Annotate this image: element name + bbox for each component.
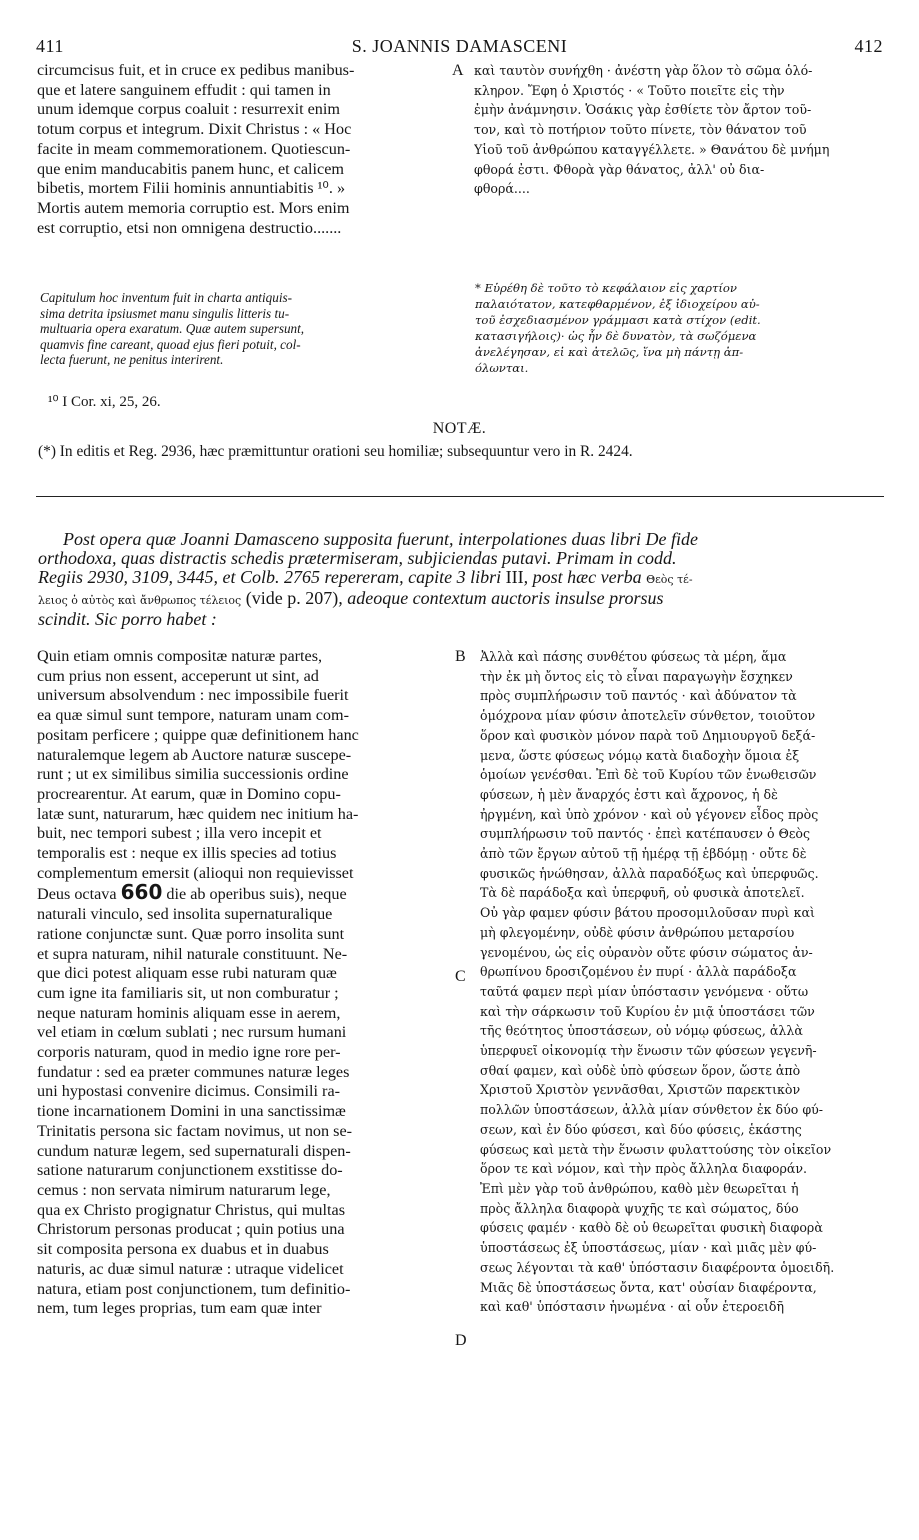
greek-line: συμπλήρωσιν τοῦ παντός · ἐπεὶ κατέπαυσεν ὁ Θεὸς — [480, 826, 811, 842]
margin-letter-a: A — [452, 62, 464, 79]
latin-line: ea quæ simul sunt tempore, naturam unam com- — [37, 706, 349, 725]
greek-line: ὅρον καὶ φυσικὸν μόνον παρὰ τοῦ Δημιουργοῦ δεξά- — [480, 727, 816, 743]
intro-ref: (vide p. 207) — [241, 589, 339, 608]
note-line: παλαιότατον, κατεφθαρμένον, ἐξ ἰδιοχείρου αὐ- — [475, 297, 760, 311]
notae-heading: NOTÆ. — [432, 420, 487, 437]
intro-line: Post opera quæ Joanni Damasceno supposita fuerunt, interpolationes duas libri De fide — [63, 530, 698, 549]
top-note-latin — [40, 290, 450, 368]
latin-line: Christorum personas producat ; quin potius una — [37, 1220, 345, 1239]
note-line: quamvis fine careant, quoad ejus fieri potuit, col- — [40, 336, 301, 352]
latin-line: vel etiam in cœlum sublati ; nec rursum humani — [37, 1023, 347, 1042]
latin-line: temporalis est : neque ex illis species ad totius — [37, 844, 337, 863]
greek-line: καὶ ταυτὸν συνήχθη · ἀνέστη γὰρ ὅλον τὸ σῶμα ὁλό- — [474, 63, 813, 78]
greek-line: σθαί φαμεν, καὶ οὐδὲ ὑπὸ φύσεων ὅρον, ὥστε ἀπὸ — [480, 1062, 801, 1078]
top-latin-column — [37, 61, 452, 238]
greek-line: μὴ φλεγομένην, οὐδὲ φύσιν ἀνθρώπου μεταρσίου — [480, 924, 795, 940]
latin-line: corporis naturam, quod in medio igne rore per- — [37, 1043, 341, 1062]
greek-line: Χριστοῦ Χριστὸν γεννᾶσθαι, Χριστῶν παρεκτικὸν — [480, 1082, 801, 1098]
main-latin-column — [37, 647, 453, 1319]
left-page-number: 411 — [36, 36, 64, 56]
greek-line: φύσεως καὶ μετὰ τὴν ἕνωσιν φυλαττούσης τὸν οἰκεῖον — [480, 1141, 832, 1157]
greek-line: ἠργμένη, καὶ ὑπὸ χρόνον · καὶ οὐ γέγονεν εἶδος πρὸς — [480, 806, 819, 822]
intro-text: , post hæc verba — [523, 568, 647, 587]
greek-line: φύσεις φαμέν · καθὸ δὲ οὐ θεωρεῖται φυσικὴ διαφορὰ — [480, 1220, 823, 1236]
intro-line — [38, 589, 888, 610]
note-line: κατασιγήλοις)· ὡς ἦν δὲ δυνατὸν, τὰ σωζόμενα — [475, 329, 757, 343]
latin-line: neque naturam hominis aliquam esse in aerem, — [37, 1003, 341, 1022]
running-title: S. JOANNIS DAMASCENI — [351, 36, 568, 56]
intro-paragraph — [38, 530, 888, 629]
greek-line: Υἱοῦ τοῦ ἀνθρώπου καταγγέλλετε. » Θανάτου δὲ μνήμη — [474, 141, 830, 157]
greek-line: φύσεων, ἡ μὲν ἄναρχός ἐστι καὶ ἄχρονος, ἡ δὲ — [480, 786, 778, 802]
latin-line: procrearentur. At earum, quæ in Domino copu- — [37, 784, 341, 803]
greek-line: κληρον. Ἔφη ὁ Χριστός · « Τοῦτο ποιεῖτε εἰς τὴν — [474, 82, 785, 98]
greek-line: Ἀλλὰ καὶ πάσης συνθέτου φύσεως τὰ μέρη, ἅμα — [480, 649, 787, 664]
latin-line: complementum emersit (alioqui non requievisset — [37, 863, 354, 882]
latin-line: nem, tum leges proprias, tum eam quæ inter — [37, 1299, 322, 1318]
latin-line: facite in meam commemorationem. Quotiescun- — [37, 139, 351, 158]
latin-line: ratione conjunctæ sunt. Quæ porro insolita sunt — [37, 924, 345, 943]
latin-line: cemus : non servata nimirum naturarum lege, — [37, 1180, 331, 1199]
note-line: multuaria opera exaratum. Quæ autem supersunt, — [40, 321, 305, 336]
column-number-marker: 660 — [120, 883, 163, 905]
latin-line: naturalemque legem ab Auctore naturæ suscepe- — [37, 745, 352, 764]
greek-line: πολλῶν ὑποστάσεων, ἀλλὰ μίαν σύνθετον ἐκ δύο φύ- — [480, 1102, 824, 1118]
greek-line: τῆς θεότητος ὑποστάσεων, οὐ νόμῳ φύσεως, ἀλλὰ — [480, 1023, 803, 1039]
latin-line: uni hypostasi convenire dicimus. Consimili ra- — [37, 1082, 341, 1101]
latin-line: runt ; ut ex similibus similia successionis ordine — [37, 765, 349, 784]
greek-line: καὶ καθ' ὑπόστασιν ἡνωμένα · αἱ οὖν ἑτεροειδῆ — [480, 1299, 785, 1315]
greek-line: πρὸς συμπλήρωσιν τοῦ παντός · καὶ ἀδύνατον τὰ — [480, 688, 797, 704]
latin-line: Mortis autem memoria corruptio est. Mors enim — [37, 198, 350, 217]
intro-line: scindit. Sic porro habet : — [38, 610, 217, 629]
note-line: * Εὑρέθη δὲ τοῦτο τὸ κεφάλαιον εἰς χαρτίον — [475, 281, 737, 295]
top-greek-column — [474, 61, 882, 199]
latin-line: qua ex Christo progignatur Christus, qui multas — [37, 1200, 345, 1219]
latin-line: que dici potest aliquam esse rubi naturam quæ — [37, 964, 337, 983]
greek-line: Οὐ γὰρ φαμεν φύσιν βάτου προσομιλοῦσαν πυρὶ καὶ — [480, 905, 815, 921]
greek-line: πρὸς ἄλληλα διαφορὰ ψυχῆς τε καὶ σώματος, δύο — [480, 1200, 799, 1216]
latin-line: bibetis, mortem Filii hominis annuntiabitis ¹⁰. » — [37, 179, 346, 198]
note-line: sima detrita ipsiusmet manu singulis litteris tu- — [40, 305, 290, 321]
main-greek-column — [480, 647, 883, 1317]
latin-line: est corruptio, etsi non omnigena destructio....... — [37, 218, 342, 237]
latin-line: cum igne ita familiaris sit, ut non comburatur ; — [37, 983, 339, 1002]
intro-text: , adeoque contextum auctoris insulse prorsus — [338, 589, 664, 608]
latin-line: que et latere sanguinem effudit : qui tamen in — [37, 80, 331, 99]
latin-line: Quin etiam omnis compositæ naturæ partes, — [37, 647, 323, 665]
greek-line: ταῦτά φαμεν περὶ μίαν ὑπόστασιν γενόμενα · οὕτω — [480, 983, 809, 999]
greek-line: ὑπερφυεῖ οἰκονομίᾳ τὴν ἕνωσιν τῶν φύσεων γεγενῆ- — [480, 1043, 817, 1059]
latin-line: totum corpus et integrum. Dixit Christus : « Hoc — [37, 120, 352, 139]
greek-line: σεων, καὶ ἐν δύο φύσεσι, καὶ δύο φύσεις, ἑκάστης — [480, 1121, 802, 1137]
greek-line: θρωπίνου δροσιζομένου ἐν πυρί · ἀλλὰ παράδοξα — [480, 964, 797, 980]
note-line: τοῦ ἐσχεδιασμένον γράμμασι κατὰ στίχον (edit. — [475, 313, 761, 327]
greek-line: Τὰ δὲ παράδοξα καὶ ὑπερφυῆ, οὐ φυσικὰ ἀποτελεῖ. — [480, 885, 805, 901]
latin-line: cum prius non essent, acceperunt ut sint, ad — [37, 666, 319, 685]
top-note-greek — [475, 280, 885, 376]
greek-line: φθορά ἐστι. Φθορὰ γὰρ θάνατος, ἀλλ' οὐ δια- — [474, 161, 765, 177]
greek-line: σεως λέγονται τὰ καθ' ὑπόστασιν διαφέροντα ὁμοειδῆ. — [480, 1259, 835, 1275]
latin-line: sit composita persona ex duabus et in duabus — [37, 1240, 329, 1259]
footnote: ¹⁰ I Cor. xi, 25, 26. — [48, 394, 161, 410]
latin-line: cundum naturæ legem, sed supernaturali dispen- — [37, 1141, 351, 1160]
text-fragment: die ab operibus suis), neque — [162, 885, 347, 904]
greek-line: γενομένου, ὡς εἰς οὐρανὸν οὔτε φύσιν σώματος ἀν- — [480, 944, 813, 960]
latin-line: tione incarnationem Domini in una sanctissimæ — [37, 1102, 346, 1121]
intro-line: orthodoxa, quas distractis schedis prætermiseram, subjiciendas putavi. Primam in codd. — [38, 549, 677, 568]
intro-greek: Θεὸς τέ- — [646, 573, 693, 586]
greek-line: ὁμόχρονα μίαν φύσιν ἀποτελεῖν σύνθετον, τοιοῦτον — [480, 708, 816, 724]
intro-roman: III — [505, 568, 524, 587]
section-divider — [36, 496, 884, 497]
intro-text: Regiis 2930, 3109, 3445, et Colb. 2765 repereram, capite 3 libri — [38, 568, 506, 587]
latin-line: naturali vinculo, sed insolita supernaturalique — [37, 905, 333, 924]
latin-line: natura, etiam post conjunctionem, tum definitio- — [37, 1279, 351, 1298]
greek-line: φυσικῶς ἡνώθησαν, ἀλλὰ παραδόξως καὶ ὑπερφυῶς. — [480, 865, 819, 881]
latin-line: que enim manducabitis panem hunc, et calicem — [37, 159, 345, 178]
latin-line: circumcisus fuit, et in cruce ex pedibus manibus- — [37, 61, 355, 79]
latin-line: Trinitatis persona sic factam novimus, ut non se- — [37, 1121, 353, 1140]
greek-line: τὴν ἐκ μὴ ὄντος εἰς τὸ εἶναι παραγωγὴν ἔσχηκεν — [480, 668, 793, 684]
latin-line: buit, nec tempori subest ; illa vero incepit et — [37, 824, 322, 843]
intro-greek: λειος ὁ αὐτὸς καὶ ἄνθρωπος τέλειος — [38, 594, 242, 607]
greek-line: Ἐπὶ μὲν γὰρ τοῦ ἀνθρώπου, καθὸ μὲν θεωρεῖται ἡ — [480, 1180, 799, 1196]
latin-line: latæ sunt, naturarum, hæc quidem nec initium ha- — [37, 804, 359, 823]
latin-line — [37, 883, 453, 905]
note-line: Capitulum hoc inventum fuit in charta antiquis- — [40, 290, 293, 305]
greek-line: ἀπὸ τῶν ἔργων αὐτοῦ τῇ ἡμέρᾳ τῇ ἑβδόμῃ · οὔτε δὲ — [480, 846, 807, 862]
latin-line: et supra naturam, nihil naturale constituunt. Ne- — [37, 944, 348, 963]
note-line: όλωνται. — [475, 361, 529, 375]
note-line: ἀνελέγησαν, εἰ καὶ ἀτελῶς, ἵνα μὴ πάντῃ ἀπ- — [475, 345, 744, 359]
intro-line — [38, 568, 888, 589]
greek-line: Μιᾶς δὲ ὑποστάσεως ὄντα, κατ' οὐσίαν διαφέροντα, — [480, 1279, 817, 1295]
latin-line: satione naturarum conjunctionem exstitisse do- — [37, 1161, 343, 1180]
latin-line: unum idemque corpus coaluit : resurrexit enim — [37, 100, 340, 119]
margin-letter-c: C — [455, 968, 466, 985]
right-page-number: 412 — [854, 36, 883, 56]
greek-line: μενα, ὥστε φύσεως νόμῳ κατὰ διαδοχὴν ὅμοια ἐξ — [480, 747, 800, 763]
greek-line: ὁμοίων γενέσθαι. Ἐπὶ δὲ τοῦ Κυρίου τῶν ἑνωθεισῶν — [480, 767, 817, 783]
margin-letter-b: B — [455, 648, 466, 665]
text-fragment: Deus octava — [37, 885, 121, 904]
note-line: lecta fuerunt, ne penitus interirent. — [40, 352, 224, 367]
latin-line: universum absolvendum : nec impossibile fuerit — [37, 686, 349, 705]
notae-text: (*) In editis et Reg. 2936, hæc præmittuntur orationi seu homiliæ; subsequuntur vero in R. 2424. — [38, 443, 633, 460]
greek-line: τον, καὶ τὸ ποτήριον τοῦτο πίνετε, τὸν θάνατον τοῦ — [474, 122, 807, 138]
greek-line: φθορά.... — [474, 181, 530, 197]
latin-line: positam perficere ; quippe quæ definitionem hanc — [37, 725, 359, 744]
latin-line: naturis, ac duæ simul naturæ : utraque videlicet — [37, 1259, 344, 1278]
greek-line: καὶ τὴν σάρκωσιν τοῦ Κυρίου ἐν μιᾷ ὑποστάσει τῶν — [480, 1003, 815, 1019]
greek-line: ὅρον τε καὶ νόμον, καὶ τὴν πρὸς ἄλληλα διαφοράν. — [480, 1161, 808, 1177]
latin-line: fundatur : sed ea præter communes naturæ leges — [37, 1062, 350, 1081]
greek-line: ὑποστάσεως ἐξ ὑποστάσεως, μίαν · καὶ μιᾶς μὲν φύ- — [480, 1240, 817, 1256]
margin-letter-d: D — [455, 1332, 467, 1349]
greek-line: ἐμὴν ἀνάμνησιν. Ὁσάκις γὰρ ἐσθίετε τὸν ἄρτον τοῦ- — [474, 102, 812, 118]
